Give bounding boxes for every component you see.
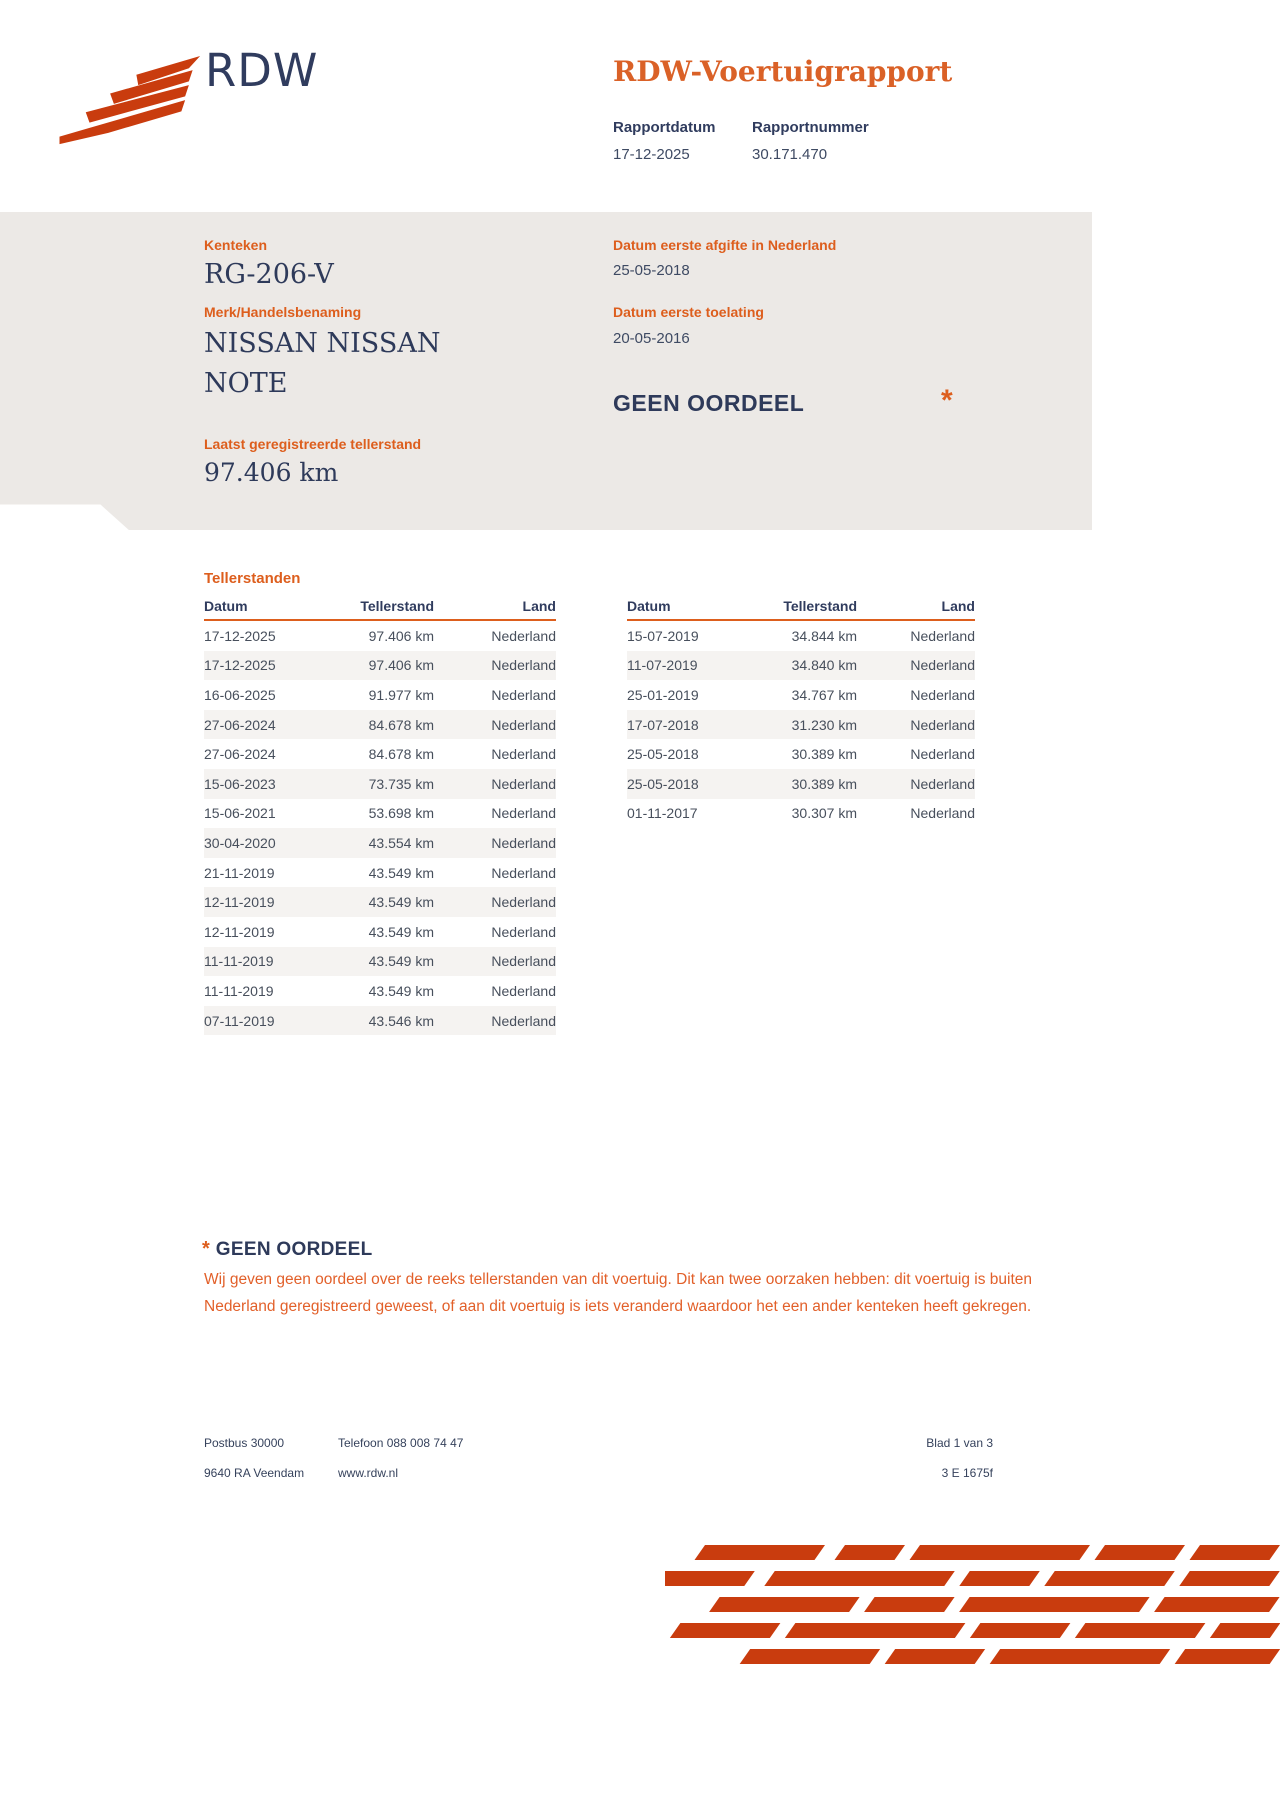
cell-datum: 17-12-2025 xyxy=(204,627,276,644)
tellerstand-row xyxy=(204,858,556,888)
cell-land: Nederland xyxy=(491,982,556,999)
tellerstand-row xyxy=(627,710,975,740)
cell-tellerstand: 43.549 km xyxy=(368,982,434,999)
cell-datum: 17-12-2025 xyxy=(204,657,276,674)
footer-address-line2: 9640 RA Veendam xyxy=(204,1466,305,1480)
cell-datum: 27-06-2024 xyxy=(204,716,276,733)
oordeel-value: GEEN OORDEEL xyxy=(613,390,805,416)
brand-wordmark: RDW xyxy=(205,44,319,97)
cell-land: Nederland xyxy=(910,746,975,763)
column-header-datum: Datum xyxy=(204,598,248,614)
tellerstand-row xyxy=(204,739,556,769)
cell-datum: 15-06-2023 xyxy=(204,775,276,792)
cell-datum: 27-06-2024 xyxy=(204,746,276,763)
cell-datum: 11-07-2019 xyxy=(627,657,698,674)
column-header-tellerstand: Tellerstand xyxy=(360,598,434,614)
cell-tellerstand: 97.406 km xyxy=(368,657,434,674)
cell-datum: 15-06-2021 xyxy=(204,805,276,822)
tellerstand-row xyxy=(627,739,975,769)
cell-datum: 11-11-2019 xyxy=(204,982,274,999)
tellerstanden-heading: Tellerstanden xyxy=(204,570,301,587)
cell-tellerstand: 84.678 km xyxy=(368,746,434,763)
cell-land: Nederland xyxy=(491,805,556,822)
column-header-land: Land xyxy=(941,598,975,614)
table-header-row xyxy=(204,593,556,621)
vehicle-summary-panel xyxy=(0,212,1092,530)
cell-datum: 21-11-2019 xyxy=(204,864,275,881)
tellerstand-row xyxy=(627,799,975,829)
cell-land: Nederland xyxy=(491,953,556,970)
cell-tellerstand: 43.549 km xyxy=(368,953,434,970)
kenteken-value: RG-206-V xyxy=(204,259,334,290)
cell-tellerstand: 34.767 km xyxy=(791,686,857,703)
tellerstand-row xyxy=(627,680,975,710)
toelating-value: 20-05-2016 xyxy=(613,330,690,347)
rapportdatum-value: 17-12-2025 xyxy=(613,146,690,163)
cell-datum: 30-04-2020 xyxy=(204,834,276,851)
footnote-text: Wij geven geen oordeel over de reeks tellerstanden van dit voertuig. Dit kan twee oorzaken hebben: dit voertuig is buiten Nederland geregistreerd geweest, of aan dit voertuig is iets veranderd waardoor het een ander kenteken heeft gekregen. xyxy=(204,1271,1033,1315)
rdw-logo-icon xyxy=(52,53,202,149)
footnote-asterisk: * xyxy=(202,1238,210,1260)
tellerstand-row xyxy=(204,887,556,917)
rdw-stripes-graphic xyxy=(665,1545,1280,1665)
tellerstand-value: 97.406 km xyxy=(204,458,339,487)
report-title: RDW-Voertuigrapport xyxy=(613,55,953,88)
cell-datum: 15-07-2019 xyxy=(627,627,699,644)
cell-land: Nederland xyxy=(491,775,556,792)
cell-datum: 11-11-2019 xyxy=(204,953,274,970)
cell-tellerstand: 43.549 km xyxy=(368,894,434,911)
footer-address-line1: Postbus 30000 xyxy=(204,1436,285,1450)
cell-land: Nederland xyxy=(491,627,556,644)
merk-label: Merk/Handelsbenaming xyxy=(204,304,362,320)
cell-land: Nederland xyxy=(491,834,556,851)
cell-land: Nederland xyxy=(910,686,975,703)
cell-tellerstand: 31.230 km xyxy=(791,716,857,733)
cell-land: Nederland xyxy=(491,657,556,674)
column-header-land: Land xyxy=(522,598,556,614)
cell-land: Nederland xyxy=(491,894,556,911)
rapportnummer-value: 30.171.470 xyxy=(752,146,828,163)
cell-tellerstand: 91.977 km xyxy=(368,686,434,703)
cell-datum: 12-11-2019 xyxy=(204,923,275,940)
tellerstand-row xyxy=(204,769,556,799)
footer-form-code: 3 E 1675f xyxy=(941,1466,993,1480)
cell-land: Nederland xyxy=(910,716,975,733)
table-header-row xyxy=(627,593,975,621)
cell-tellerstand: 97.406 km xyxy=(368,627,434,644)
cell-datum: 01-11-2017 xyxy=(627,805,698,822)
column-header-tellerstand: Tellerstand xyxy=(783,598,857,614)
cell-tellerstand: 43.554 km xyxy=(368,834,434,851)
afgifte-value: 25-05-2018 xyxy=(613,262,690,279)
merk-value: NISSAN NISSAN NOTE xyxy=(204,328,441,399)
column-header-datum: Datum xyxy=(627,598,671,614)
tellerstand-row xyxy=(204,799,556,829)
tellerstand-row xyxy=(204,917,556,947)
rapportnummer-label: Rapportnummer xyxy=(752,119,869,136)
tellerstand-label: Laatst geregistreerde tellerstand xyxy=(204,436,422,452)
footer-page-indicator: Blad 1 van 3 xyxy=(926,1436,993,1450)
tellerstand-row xyxy=(204,651,556,681)
cell-tellerstand: 34.840 km xyxy=(791,657,857,674)
cell-tellerstand: 73.735 km xyxy=(368,775,434,792)
tellerstand-row xyxy=(204,680,556,710)
cell-land: Nederland xyxy=(491,716,556,733)
cell-tellerstand: 53.698 km xyxy=(368,805,434,822)
cell-datum: 25-05-2018 xyxy=(627,775,699,792)
footer-phone: Telefoon 088 008 74 47 xyxy=(338,1436,464,1450)
table-body-left xyxy=(204,621,556,1035)
cell-tellerstand: 30.389 km xyxy=(791,746,857,763)
tellerstand-row xyxy=(627,651,975,681)
toelating-label: Datum eerste toelating xyxy=(613,304,764,320)
cell-land: Nederland xyxy=(910,775,975,792)
tellerstand-row xyxy=(204,828,556,858)
cell-land: Nederland xyxy=(910,627,975,644)
footnote-heading-row xyxy=(202,1238,372,1261)
tellerstand-row xyxy=(204,1006,556,1036)
cell-datum: 16-06-2025 xyxy=(204,686,276,703)
footer-website: www.rdw.nl xyxy=(338,1466,399,1480)
tellerstanden-table-right xyxy=(627,593,975,828)
oordeel-asterisk: * xyxy=(941,384,953,417)
cell-datum: 07-11-2019 xyxy=(204,1012,275,1029)
tellerstand-row xyxy=(627,769,975,799)
tellerstand-row xyxy=(627,621,975,651)
tellerstand-row xyxy=(204,976,556,1006)
kenteken-label: Kenteken xyxy=(204,237,268,253)
tellerstand-row xyxy=(204,621,556,651)
cell-datum: 25-01-2019 xyxy=(627,686,699,703)
cell-datum: 17-07-2018 xyxy=(627,716,699,733)
cell-tellerstand: 84.678 km xyxy=(368,716,434,733)
tellerstanden-table-left xyxy=(204,593,556,1035)
cell-land: Nederland xyxy=(910,657,975,674)
cell-tellerstand: 43.549 km xyxy=(368,923,434,940)
afgifte-label: Datum eerste afgifte in Nederland xyxy=(613,237,837,253)
cell-datum: 12-11-2019 xyxy=(204,894,275,911)
cell-datum: 25-05-2018 xyxy=(627,746,699,763)
cell-tellerstand: 30.389 km xyxy=(791,775,857,792)
cell-land: Nederland xyxy=(491,864,556,881)
footnote-heading: GEEN OORDEEL xyxy=(215,1239,373,1260)
cell-tellerstand: 43.546 km xyxy=(368,1012,434,1029)
rapportdatum-label: Rapportdatum xyxy=(613,119,716,136)
table-body-right xyxy=(627,621,975,828)
cell-land: Nederland xyxy=(491,923,556,940)
cell-land: Nederland xyxy=(491,746,556,763)
tellerstand-row xyxy=(204,947,556,977)
cell-land: Nederland xyxy=(910,805,975,822)
cell-land: Nederland xyxy=(491,1012,556,1029)
cell-tellerstand: 30.307 km xyxy=(791,805,857,822)
tellerstand-row xyxy=(204,710,556,740)
cell-tellerstand: 43.549 km xyxy=(368,864,434,881)
cell-land: Nederland xyxy=(491,686,556,703)
cell-tellerstand: 34.844 km xyxy=(791,627,857,644)
